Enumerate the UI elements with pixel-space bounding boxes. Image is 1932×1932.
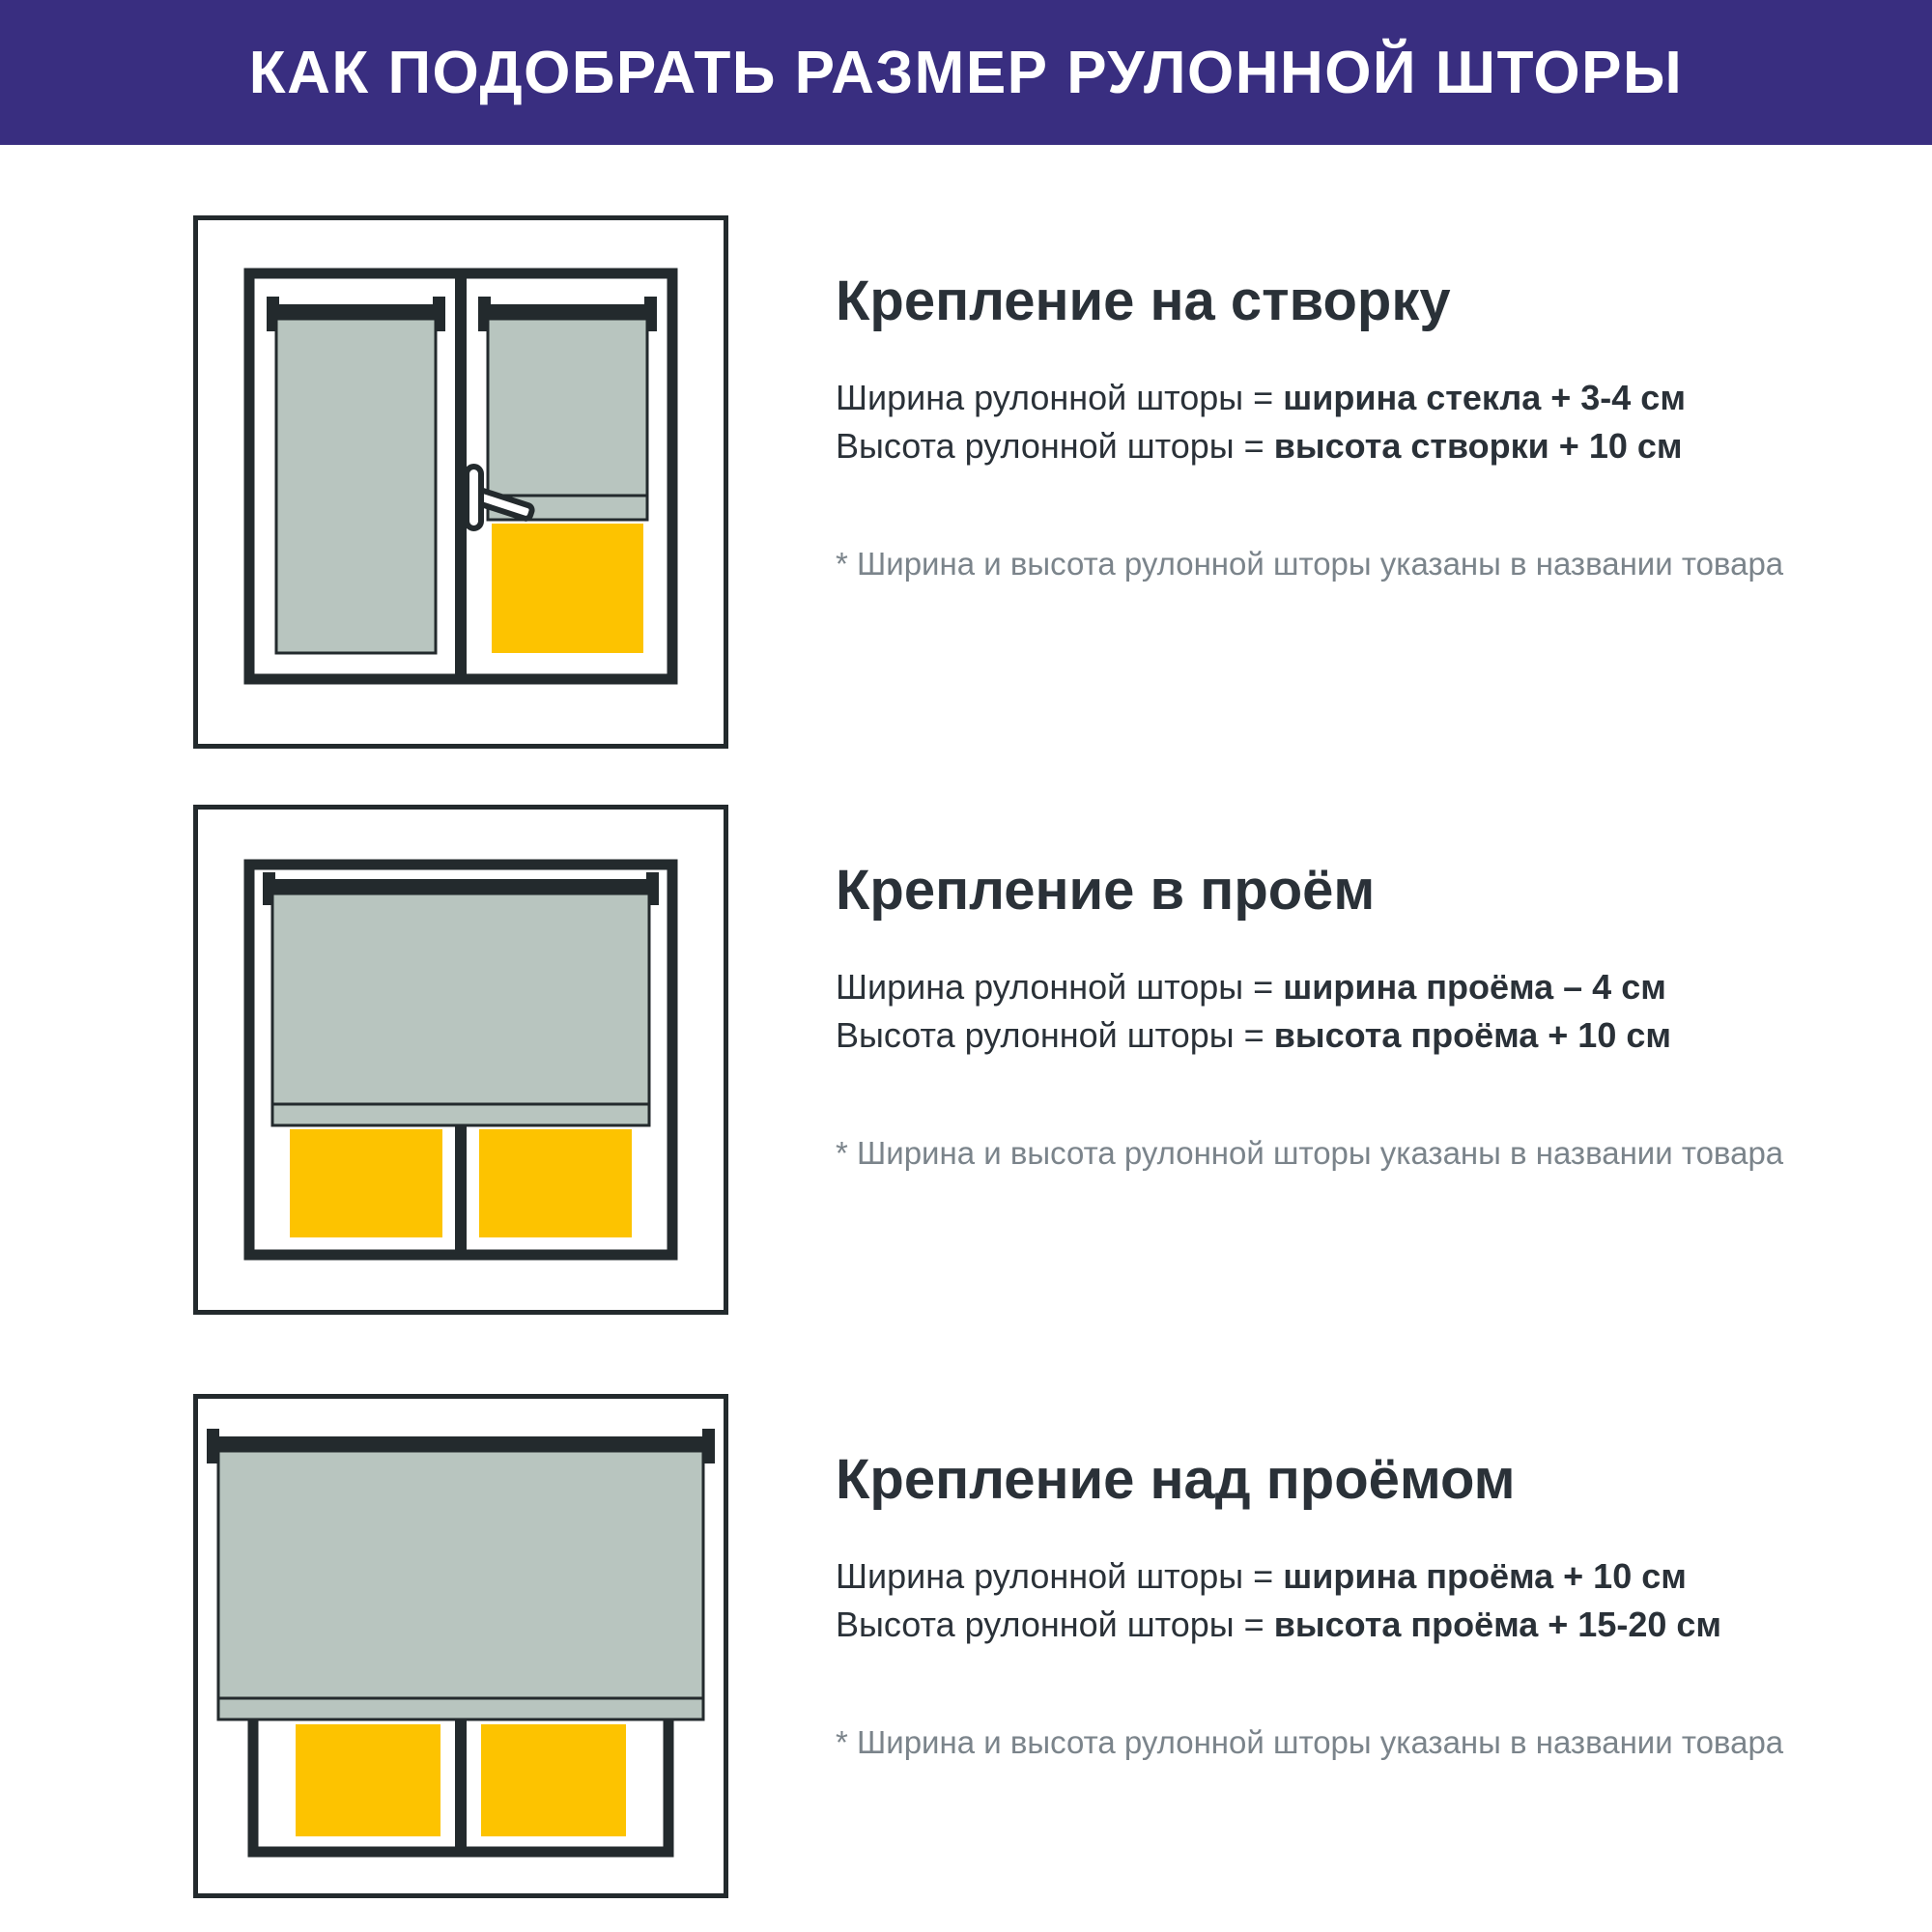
formula-value: высота створки + 10 см <box>1273 426 1683 466</box>
blind-roller-bar <box>213 1436 709 1451</box>
formula-label: Ширина рулонной шторы = <box>836 378 1284 417</box>
window-with-blind-in-opening-icon <box>193 805 728 1315</box>
formula-value: высота проёма + 10 см <box>1273 1015 1671 1055</box>
section-heading: Крепление на створку <box>836 270 1451 332</box>
section-mount-above-opening <box>0 1394 1932 1898</box>
diagram-mount-on-sash <box>193 215 728 749</box>
blind-roller-bar <box>269 879 653 894</box>
glass-pane <box>479 1129 632 1237</box>
window-mullion <box>455 1120 467 1251</box>
window-with-blinds-on-sash-icon <box>193 215 728 749</box>
section-heading: Крепление над проёмом <box>836 1448 1516 1511</box>
blind-fabric <box>272 894 649 1104</box>
glass-pane <box>481 1724 626 1836</box>
blind-bottom-rail <box>272 1104 649 1125</box>
formula-value: ширина проёма – 4 см <box>1283 967 1666 1007</box>
section-text <box>836 1394 1821 1898</box>
width-formula <box>836 378 1686 418</box>
blind-bottom-rail <box>218 1698 703 1719</box>
glass-pane <box>290 1129 442 1237</box>
formula-label: Высота рулонной шторы = <box>836 1015 1274 1055</box>
height-formula <box>836 426 1683 467</box>
footnote: * Ширина и высота рулонной шторы указаны в названии товара <box>836 1135 1784 1171</box>
page-title: КАК ПОДОБРАТЬ РАЗМЕР РУЛОННОЙ ШТОРЫ <box>248 39 1684 106</box>
formula-label: Ширина рулонной шторы = <box>836 1556 1284 1596</box>
blind-fabric <box>488 319 647 496</box>
blind-roller-bar <box>272 304 440 319</box>
height-formula <box>836 1015 1671 1056</box>
window-with-blind-above-opening-icon <box>193 1394 728 1898</box>
section-mount-on-sash <box>0 215 1932 749</box>
glass-pane <box>296 1724 440 1836</box>
height-formula <box>836 1605 1721 1645</box>
formula-value: высота проёма + 15-20 см <box>1273 1605 1722 1644</box>
section-text <box>836 215 1821 749</box>
header-bar <box>0 0 1932 145</box>
window-mullion <box>455 1713 467 1848</box>
width-formula <box>836 1556 1687 1597</box>
glass-pane <box>492 524 643 653</box>
formula-label: Ширина рулонной шторы = <box>836 967 1284 1007</box>
blind-roller-bar <box>484 304 651 319</box>
formula-value: ширина стекла + 3-4 см <box>1283 378 1686 417</box>
diagram-mount-in-opening <box>193 805 728 1315</box>
footnote: * Ширина и высота рулонной шторы указаны в названии товара <box>836 546 1784 582</box>
formula-value: ширина проёма + 10 см <box>1283 1556 1687 1596</box>
section-heading: Крепление в проём <box>836 859 1376 922</box>
formula-label: Высота рулонной шторы = <box>836 1605 1274 1644</box>
section-text <box>836 805 1821 1315</box>
footnote: * Ширина и высота рулонной шторы указаны в названии товара <box>836 1724 1784 1760</box>
blind-fabric <box>218 1451 703 1698</box>
section-mount-in-opening <box>0 805 1932 1315</box>
diagram-mount-above-opening <box>193 1394 728 1898</box>
width-formula <box>836 967 1666 1008</box>
blind-fabric <box>276 319 436 653</box>
formula-label: Высота рулонной шторы = <box>836 426 1274 466</box>
